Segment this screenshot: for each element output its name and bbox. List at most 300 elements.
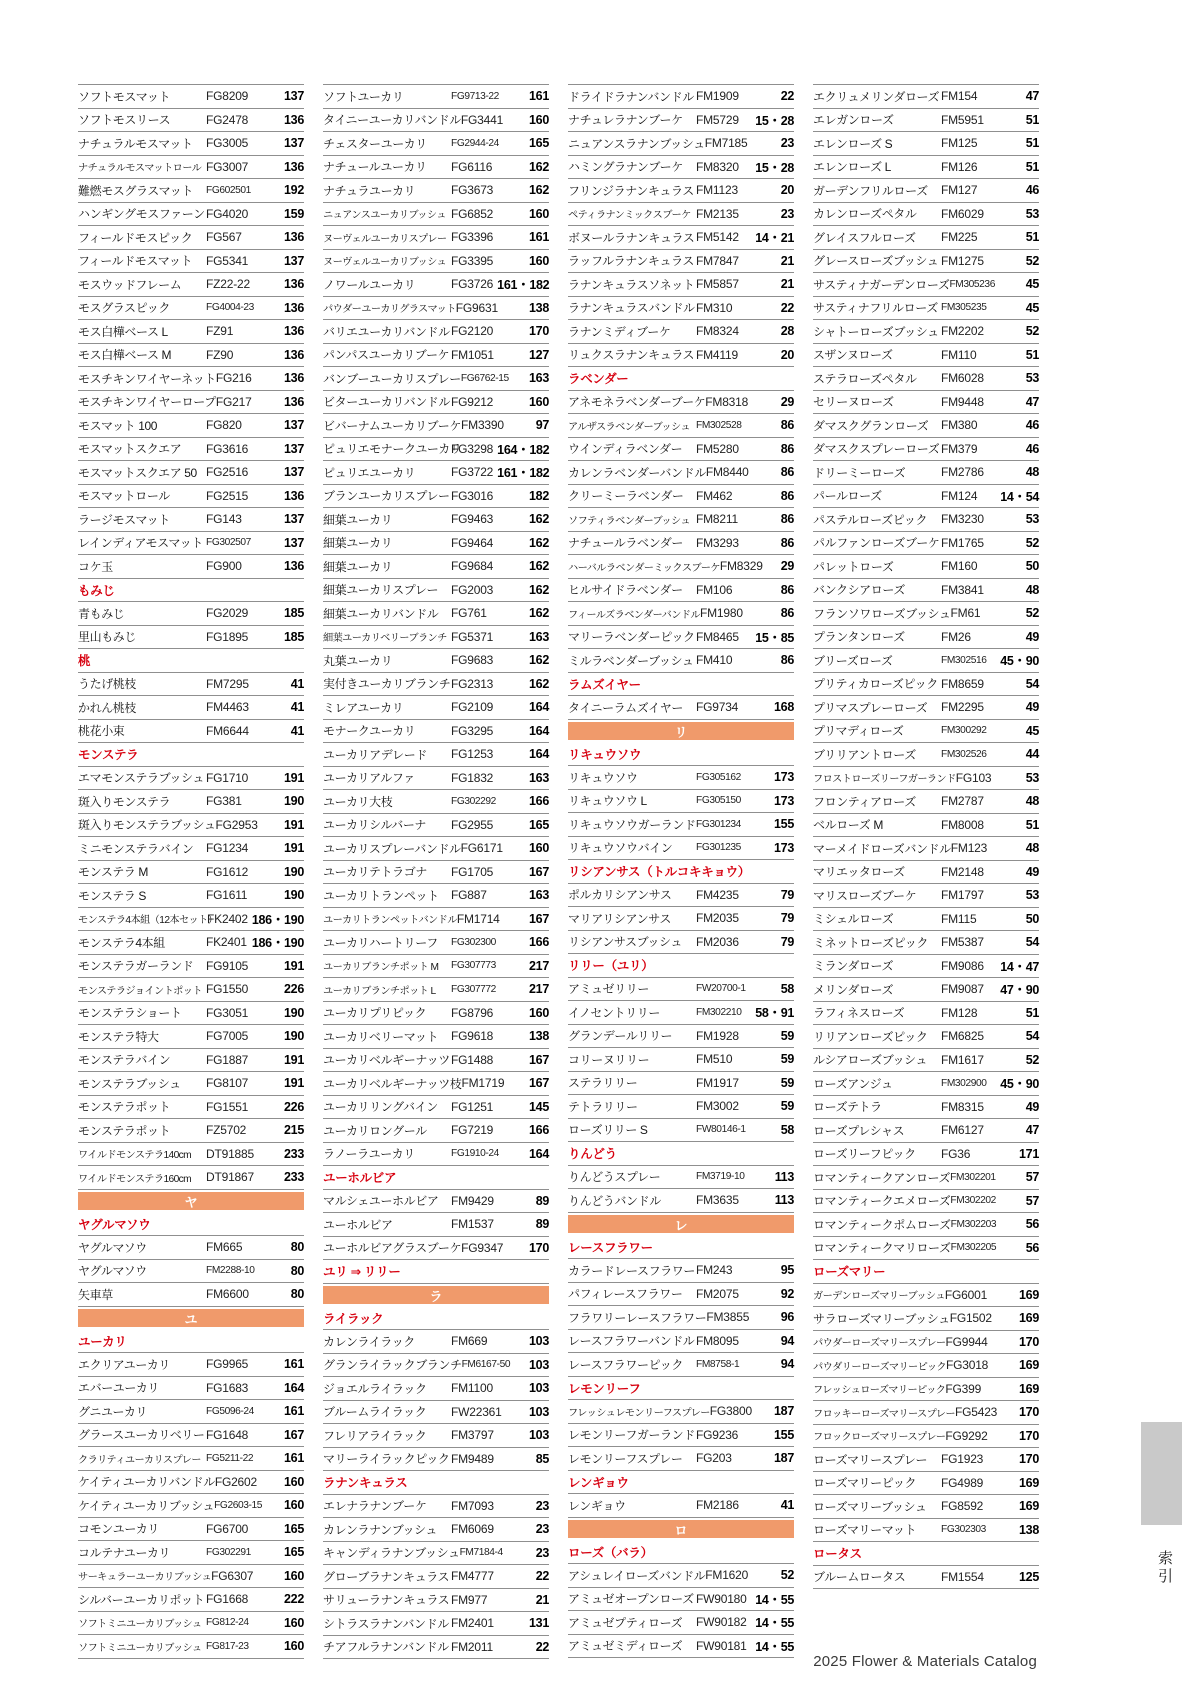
entry-page-number: 169 [1019,1499,1039,1514]
entry-page-number: 162 [529,159,549,174]
entry-product-name: エレンローズ L [813,160,891,175]
entry-page-number: 113 [774,1169,794,1184]
entry-product-code: FM8095 [696,1333,739,1348]
entry-page-number: 47・90 [1000,983,1039,998]
entry-page-number: 163 [529,888,549,903]
entry-page-number: 46 [1025,183,1039,198]
entry-product-name: アミュゼプティローズ [568,1615,683,1630]
entry-product-name: ウインディラベンダー [568,442,683,457]
entry-page-number: 162 [529,559,549,574]
entry-product-name: モンステラポット [78,1123,171,1138]
entry-product-name: 青もみじ [78,606,125,621]
entry-page-number: 59 [780,1099,794,1114]
entry-page-number: 15・28 [755,160,794,175]
entry-product-code: FG900 [206,559,242,574]
entry-page-number: 190 [284,794,304,809]
entry-page-number: 47 [1025,394,1039,409]
index-entry [78,508,304,532]
entry-product-code: FG1683 [206,1380,249,1395]
index-entry [813,109,1039,133]
entry-product-code: FG103 [955,770,992,785]
index-entry [323,1518,549,1542]
entry-product-name: ユーカリスプレーバンドル [323,841,461,856]
index-entry [813,720,1039,744]
entry-page-number: 41 [290,700,304,715]
entry-page-number: 217 [529,982,549,997]
entry-page-number: 51 [1025,1005,1039,1020]
index-entry [568,414,794,438]
entry-product-code: FG203 [696,1451,732,1466]
entry-product-code: FM7184-4 [459,1547,503,1559]
entry-product-code: FM1917 [696,1075,739,1090]
entry-page-number: 162 [529,676,549,691]
entry-page-number: 191 [284,1052,304,1067]
entry-product-name: うたげ桃枝 [78,677,137,692]
kana-group-banner: ユ [78,1309,304,1327]
entry-product-code: FZ22-22 [206,277,250,292]
entry-page-number: 186・190 [251,936,304,951]
entry-product-code: FM2288-10 [206,1265,255,1277]
index-entry [78,1518,304,1542]
entry-product-name: ラナンキュラスバンドル [568,301,695,316]
entry-product-name: ガーデンフリルローズ [813,183,928,198]
entry-product-name: アルザスラベンダーブッシュ [568,421,690,433]
index-entry [568,1400,794,1424]
entry-page-number: 191 [284,958,304,973]
entry-product-code: FG4004-23 [206,302,254,314]
entry-product-name: 矢車草 [78,1287,113,1302]
entry-product-name: フロックローズマリースプレー [813,1432,946,1444]
entry-page-number: 160 [529,253,549,268]
entry-product-name: ニュアンスユーカリブッシュ [323,210,446,222]
index-entry [813,1331,1039,1355]
entry-product-name: モスマット 100 [78,418,158,433]
index-entry [323,720,549,744]
entry-product-code: FM2295 [941,700,984,715]
entry-product-code: FM8008 [941,817,984,832]
section-header: リシアンサス（トルコキキョウ） [568,860,794,884]
entry-product-name: パフィレースフラワー [568,1287,683,1302]
index-entry [78,1283,304,1307]
entry-page-number: 137 [284,441,304,456]
entry-product-code: FG1234 [206,841,249,856]
entry-product-name: 里山もみじ [78,630,137,645]
entry-product-name: かれん桃枝 [78,700,137,715]
entry-product-code: FG1551 [206,1099,249,1114]
index-entry [568,579,794,603]
entry-product-code: FM2035 [696,911,739,926]
section-header: リキュウソウ [568,743,794,767]
entry-product-name: フィールズラベンダーバンドル [568,609,700,621]
entry-page-number: 103 [529,1428,549,1443]
entry-page-number: 23 [535,1498,549,1513]
index-entry [813,344,1039,368]
index-entry [813,1049,1039,1073]
entry-page-number: 50 [1025,559,1039,574]
index-entry [813,1190,1039,1214]
entry-page-number: 86 [780,512,794,527]
entry-product-code: DT91885 [206,1146,254,1161]
index-entry [323,1072,549,1096]
entry-product-code: FM462 [696,488,733,503]
index-entry [78,226,304,250]
entry-page-number: 58 [780,1122,794,1137]
entry-page-number: 86 [780,653,794,668]
section-header: もみじ [78,579,304,603]
entry-page-number: 94 [780,1357,794,1372]
index-entry [568,626,794,650]
entry-product-name: イノセントリリー [568,1005,660,1020]
index-entry [813,1025,1039,1049]
index-entry [568,273,794,297]
index-entry [568,1283,794,1307]
entry-product-code: FM302900 [941,1077,987,1089]
entry-product-code: FG9631 [455,300,498,315]
entry-product-code: FK2401 [206,935,247,950]
entry-page-number: 145 [529,1099,549,1114]
entry-product-code: FM1797 [941,888,984,903]
index-entry [813,1002,1039,1026]
index-entry [813,1354,1039,1378]
index-entry [323,203,549,227]
entry-product-name: ユーカリトランペットバンドル [323,915,457,927]
entry-page-number: 167 [529,864,549,879]
entry-product-name: モンステラ4本組 [78,935,165,950]
entry-product-code: FM2786 [941,465,984,480]
entry-product-code: FG2515 [206,488,249,503]
index-entry [813,250,1039,274]
entry-product-code: FM4235 [696,887,739,902]
entry-page-number: 23 [780,136,794,151]
entry-product-name: パウダーユーカリグラスマット [323,304,456,316]
entry-product-code: FG3005 [206,136,249,151]
index-entry [813,1119,1039,1143]
entry-page-number: 137 [284,253,304,268]
entry-product-code: FG6171 [460,841,503,856]
index-entry [78,814,304,838]
entry-product-code: FG1648 [206,1427,249,1442]
entry-page-number: 54 [1025,935,1039,950]
entry-product-name: キャンディラナンブッシュ [323,1546,460,1561]
entry-product-name: 細葉ユーカリ [323,512,393,527]
entry-product-name: モスマットスクエア [78,442,182,457]
entry-product-name: ステラローズペタル [813,371,917,386]
entry-page-number: 56 [1025,1240,1039,1255]
entry-product-name: ルシアローズブッシュ [813,1053,928,1068]
entry-product-code: FM6069 [451,1522,494,1537]
entry-page-number: 161 [529,89,549,104]
entry-page-number: 113 [774,1193,794,1208]
entry-page-number: 160 [529,112,549,127]
index-entry [78,1260,304,1284]
entry-product-code: FM6644 [206,723,249,738]
index-side-tab[interactable] [1141,1422,1182,1525]
kana-group-banner: ヤ [78,1192,304,1210]
index-column-2 [323,84,549,1659]
index-entry [568,84,794,109]
index-entry [568,837,794,861]
entry-product-code: FM6167-50 [461,1359,511,1371]
entry-product-code: FG6762-15 [460,372,509,384]
entry-product-code: FM7185 [704,136,748,151]
entry-page-number: 161 [284,1357,304,1372]
entry-page-number: 15・85 [755,630,794,645]
entry-page-number: 137 [284,418,304,433]
index-entry [813,203,1039,227]
entry-product-code: FG9347 [461,1240,504,1255]
entry-product-name: ダマスクスプレーローズ [813,442,940,457]
entry-page-number: 94 [780,1333,794,1348]
entry-product-name: ヤグルマソウ [78,1240,147,1255]
index-entry [78,367,304,391]
entry-product-code: FG301235 [696,842,741,854]
index-entry [78,555,304,579]
entry-page-number: 185 [284,629,304,644]
entry-page-number: 164 [284,1380,304,1395]
entry-product-code: FM9087 [941,982,984,997]
index-entry [568,1588,794,1612]
entry-product-name: ケイティユーカリブッシュ [78,1498,215,1513]
entry-product-code: FG9734 [696,700,739,715]
entry-product-name: ピュリエモナークユーカリ [323,442,462,457]
entry-product-name: モンステラ4本組（12本セット） [78,915,218,927]
index-entry [78,273,304,297]
index-entry [78,1588,304,1612]
index-entry [323,1589,549,1613]
entry-page-number: 166 [529,794,549,809]
entry-product-name: グレイスフルローズ [813,230,916,245]
entry-product-code: FM8318 [705,394,749,409]
entry-product-code: FG1910-24 [451,1148,499,1160]
entry-product-code: FG817-23 [206,1640,249,1652]
index-entry [813,273,1039,297]
entry-product-code: FG820 [206,418,242,433]
kana-group-banner: リ [568,722,794,740]
index-entry [813,649,1039,673]
entry-product-name: リキュウソウ [568,770,638,785]
entry-page-number: 164 [529,747,549,762]
entry-page-number: 170 [529,324,549,339]
entry-product-code: FM310 [696,300,733,315]
entry-product-name: グレースローズブッシュ [813,254,939,269]
index-entry [323,344,549,368]
entry-product-name: コルテナユーカリ [78,1545,171,1560]
entry-product-name: ユーカリブランチポット L [323,985,436,997]
index-entry [78,1166,304,1190]
index-entry [78,955,304,979]
entry-page-number: 57 [1025,1170,1039,1185]
entry-page-number: 165 [529,817,549,832]
entry-product-code: FG567 [206,230,242,245]
index-entry [568,931,794,955]
entry-product-code: FG36 [941,1146,971,1161]
entry-product-code: FM302528 [696,419,742,431]
entry-product-name: エマモンステラブッシュ [78,771,204,786]
index-entry [78,344,304,368]
entry-product-name: ラフィネスローズ [813,1006,905,1021]
entry-product-name: ソフトユーカリ [323,89,404,104]
entry-product-name: 細葉ユーカリ [323,536,393,551]
entry-product-name: コケ玉 [78,559,113,574]
entry-product-code: FG1611 [206,888,248,903]
index-entry [78,179,304,203]
index-entry [323,156,549,180]
entry-product-name: ローズプレシャス [813,1123,905,1138]
entry-page-number: 160 [529,394,549,409]
entry-product-name: ミルラベンダーブッシュ [568,653,694,668]
entry-page-number: 162 [529,653,549,668]
entry-page-number: 49 [1025,629,1039,644]
entry-page-number: 190 [284,1005,304,1020]
entry-product-name: ジョエルライラック [323,1381,427,1396]
entry-page-number: 47 [1025,89,1039,104]
entry-product-code: FM123 [950,841,988,856]
entry-product-name: ローズリリー S [568,1123,648,1138]
entry-page-number: 233 [284,1170,304,1185]
entry-product-code: FM379 [941,441,978,456]
section-header: ローズ（バラ） [568,1541,794,1565]
entry-product-code: FM8659 [941,676,984,691]
entry-product-name: ベルローズ M [813,818,883,833]
entry-product-code: FG9684 [451,559,494,574]
entry-page-number: 53 [1025,512,1039,527]
entry-page-number: 222 [284,1592,304,1607]
entry-product-name: フロッキーローズマリースプレー [813,1408,955,1420]
entry-product-code: FM7295 [206,676,249,691]
entry-page-number: 103 [529,1334,549,1349]
entry-product-code: FG2944-24 [451,137,499,149]
entry-product-code: FG887 [451,888,487,903]
index-entry [78,1143,304,1167]
index-entry [813,555,1039,579]
index-entry [323,1565,549,1589]
entry-product-code: FG1895 [206,629,249,644]
entry-product-name: ユーカリハートリーフ [323,935,438,950]
entry-product-code: FM1617 [941,1052,984,1067]
entry-product-name: レンギョウ [568,1498,626,1513]
index-entry [813,438,1039,462]
entry-product-name: 斑入りモンステラ [78,794,171,809]
entry-product-name: パウダリーローズマリーピック [813,1361,946,1373]
entry-page-number: 191 [284,817,304,832]
entry-product-code: FG4020 [206,206,249,221]
entry-product-code: FM1554 [941,1569,984,1584]
entry-page-number: 160 [529,206,549,221]
entry-product-name: フロストローズリーフガーランド [813,774,956,786]
index-entry [323,955,549,979]
entry-product-name: ローズマリースプレー [813,1452,928,1467]
section-header: ローズマリー [813,1260,1039,1284]
index-entry [813,1448,1039,1472]
entry-product-name: りんどうバンドル [568,1193,661,1208]
index-entry [813,1495,1039,1519]
entry-page-number: 136 [284,371,304,386]
index-entry [568,1330,794,1354]
index-entry [568,203,794,227]
index-entry [78,673,304,697]
entry-product-name: ドライドラナンバンドル [568,89,694,104]
index-entry [813,814,1039,838]
entry-page-number: 79 [780,934,794,949]
entry-product-name: ロマンティークポムローズ [813,1217,951,1232]
entry-product-code: FG812-24 [206,1617,249,1629]
entry-product-name: シトラスラナンバンドル [323,1616,449,1631]
index-entry [78,1119,304,1143]
entry-product-code: FW90182 [696,1615,747,1630]
entry-product-name: サスティナフリルローズ [813,301,938,316]
entry-product-code: FM5142 [696,230,739,245]
index-entry [813,532,1039,556]
entry-product-name: エクリアユーカリ [78,1357,170,1372]
entry-product-code: FG1550 [206,982,249,997]
entry-product-name: ノワールユーカリ [323,277,416,292]
entry-product-code: FG3051 [206,1005,249,1020]
index-entry [323,1330,549,1354]
entry-product-code: FM380 [941,418,978,433]
entry-product-name: レインディアモスマット [78,536,203,551]
entry-product-name: ユーカリシルバーナ [323,818,427,833]
entry-product-code: FG305162 [696,771,741,783]
index-entry [568,250,794,274]
entry-product-code: FM5729 [696,112,739,127]
entry-product-code: FM1714 [456,911,500,926]
entry-page-number: 162 [529,582,549,597]
entry-product-code: FM669 [451,1334,488,1349]
entry-page-number: 14・55 [755,1592,794,1607]
entry-product-name: 斑入りモンステラブッシュ [78,818,216,833]
entry-page-number: 53 [1025,888,1039,903]
entry-product-name: ブリリアントローズ [813,747,916,762]
entry-product-code: FG2603-15 [214,1499,263,1511]
index-entry [568,532,794,556]
entry-page-number: 22 [535,1569,549,1584]
entry-product-code: FM1537 [451,1217,494,1232]
entry-page-number: 45・90 [1000,654,1039,669]
index-entry [568,1095,794,1119]
entry-product-name: グニユーカリ [78,1404,148,1419]
entry-product-name: ラナンキュラスソネット [568,277,695,292]
entry-page-number: 171 [1019,1146,1039,1161]
entry-product-code: FM1909 [696,89,739,104]
index-entry [813,861,1039,885]
index-entry [78,1424,304,1448]
entry-product-name: ソフティラベンダーブッシュ [568,515,690,527]
entry-product-code: FG602501 [206,184,251,196]
entry-page-number: 48 [1025,841,1039,856]
index-entry [78,1565,304,1589]
entry-product-name: 細葉ユーカリベリーブランチ [323,633,447,645]
entry-product-code: DT91867 [206,1170,254,1185]
index-entry [78,790,304,814]
index-entry [813,696,1039,720]
index-entry [78,1072,304,1096]
entry-product-code: FM3841 [941,582,984,597]
index-entry [78,132,304,156]
index-entry [323,1495,549,1519]
entry-page-number: 14・21 [755,231,794,246]
entry-page-number: 190 [284,1029,304,1044]
entry-page-number: 164 [529,700,549,715]
entry-product-code: FM6029 [941,206,984,221]
entry-page-number: 170 [529,1240,549,1255]
entry-page-number: 29 [780,394,794,409]
index-entry [813,226,1039,250]
entry-page-number: 192 [284,183,304,198]
entry-page-number: 45 [1025,723,1039,738]
entry-page-number: 52 [1025,324,1039,339]
entry-product-name: 細葉ユーカリスプレー [323,583,439,598]
index-entry [78,297,304,321]
